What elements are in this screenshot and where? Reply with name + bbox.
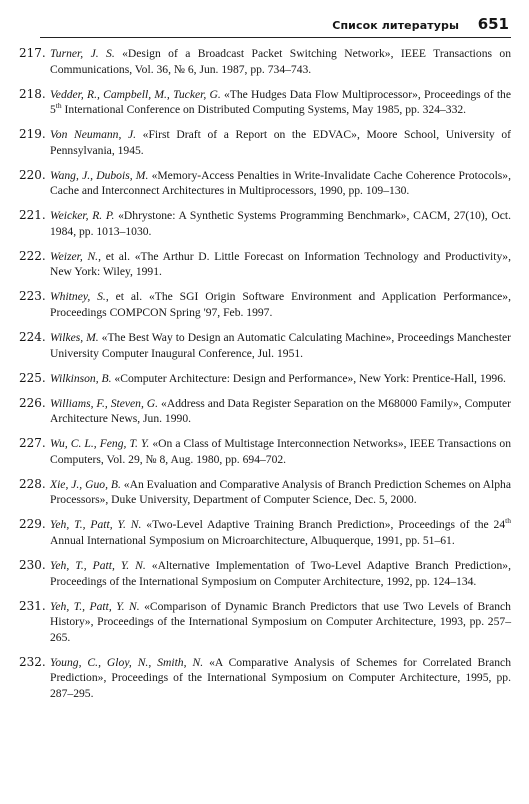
reference-number: 223.: [19, 289, 46, 304]
reference-authors: Xie, J., Guo, B.: [50, 477, 121, 491]
reference-text: [50, 289, 511, 320]
reference-authors: Wilkes, M.: [50, 331, 99, 345]
reference-item: [0, 517, 529, 548]
reference-item: [0, 46, 529, 77]
reference-details: «A Comparative Analysis of Schemes for Correlated Branch Prediction», Proceedings of the International Symposium on Computer Architecture, 1995, pp. 287–295.: [50, 655, 511, 700]
reference-text: [50, 517, 511, 548]
reference-item: [0, 436, 529, 467]
reference-text: [50, 655, 511, 702]
reference-item: [0, 87, 529, 118]
reference-item: [0, 396, 529, 427]
reference-number: 217.: [19, 46, 46, 60]
reference-number: 232.: [19, 654, 46, 669]
reference-details: «Design of a Broadcast Packet Switching Network», IEEE Transactions on Communications, Vol. 36, № 6, Jun. 1987, pp. 734–743.: [50, 47, 511, 76]
reference-number: 228.: [19, 476, 46, 491]
reference-authors: Williams, F., Steven, G.: [50, 396, 159, 410]
reference-details: «Dhrystone: A Synthetic Systems Programming Benchmark», CACM, 27(10), Oct. 1984, pp. 1013–1030.: [50, 209, 511, 238]
reference-details: «Address and Data Register Separation on the M68000 Family», Computer Architecture News, Jun. 1990.: [50, 396, 512, 426]
reference-authors: Weizer, N.: [50, 249, 99, 263]
reference-text: [50, 436, 511, 467]
reference-details: , et al. «The Arthur D. Little Forecast on Information Technology and Productivity», New York: Wiley, 1991.: [50, 249, 511, 279]
reference-text: [50, 330, 511, 361]
reference-details: «The Best Way to Design an Automatic Calculating Machine», Proceedings Manchester University Computer Inaugural Conference, Jul. 1951.: [50, 331, 511, 360]
reference-text: [50, 168, 511, 199]
reference-item: [0, 289, 529, 320]
reference-text: [50, 208, 511, 239]
reference-details: «Alternative Implementation of Two-Level Adaptive Branch Prediction», Proceedings of the International Symposium on Computer Architecture, 1992, pp. 124–134.: [50, 558, 511, 588]
reference-text: [50, 249, 511, 280]
reference-authors: Yeh, T., Patt, Y. N.: [50, 518, 142, 532]
reference-text: [50, 87, 511, 118]
reference-authors: Wang, J., Dubois, M.: [50, 168, 149, 182]
reference-authors: Turner, J. S.: [50, 47, 115, 60]
reference-details: «Two-Level Adaptive Training Branch Prediction», Proceedings of the 24th Annual International Symposium on Microarchitecture, Albuquerque, 1991, pp. 51–61.: [50, 516, 511, 547]
reference-authors: Vedder, R., Campbell, M., Tucker, G.: [50, 87, 221, 101]
reference-number: 219.: [19, 127, 46, 142]
reference-text: [50, 46, 511, 77]
reference-authors: Wilkinson, B.: [50, 371, 112, 385]
reference-authors: Wu, C. L., Feng, T. Y.: [50, 437, 150, 451]
reference-number: 230.: [19, 557, 46, 572]
reference-authors: Von Neumann, J.: [50, 128, 137, 142]
reference-number: 229.: [19, 517, 46, 532]
reference-number: 218.: [19, 86, 46, 101]
reference-item: [0, 477, 529, 508]
reference-item: [0, 558, 529, 589]
reference-details: , et al. «The SGI Origin Software Environment and Application Performance», Proceedings COMPCON Spring '97, Feb. 1997.: [50, 290, 511, 320]
reference-item: [0, 168, 529, 199]
reference-details: «On a Class of Multistage Interconnection Networks», IEEE Transactions on Computers, Vol. 29, № 8, Aug. 1980, pp. 694–702.: [50, 437, 511, 466]
reference-authors: Weicker, R. P.: [50, 209, 115, 223]
reference-item: [0, 208, 529, 239]
reference-details: «Comparison of Dynamic Branch Predictors that use Two Levels of Branch History», Proceedings of the International Symposium on Computer Architecture, 1993, pp. 257–265.: [50, 599, 511, 644]
reference-details: «An Evaluation and Comparative Analysis of Branch Prediction Schemes on Alpha Processors», Duke University, Department of Computer Science, Dec. 5, 2000.: [50, 477, 511, 507]
reference-authors: Yeh, T., Patt, Y. N.: [50, 558, 146, 572]
reference-text: [50, 477, 511, 508]
reference-item: [0, 599, 529, 646]
reference-authors: Young, C., Gloy, N., Smith, N.: [50, 655, 204, 669]
reference-details: «Memory-Access Penalties in Write-Invalidate Cache Coherence Protocols», Cache and Interconnect Architectures in Multiprocessors, 1990, pp. 109–130.: [50, 168, 511, 198]
reference-details: «Computer Architecture: Design and Performance», New York: Prentice-Hall, 1996.: [111, 371, 506, 385]
reference-authors: Whitney, S.: [50, 290, 106, 304]
reference-item: [0, 330, 529, 361]
reference-text: [50, 558, 511, 589]
reference-number: 224.: [19, 330, 46, 345]
reference-details: «The Hudges Data Flow Multiprocessor», Proceedings of the 5th International Conference on Distributed Computing Systems, May 1985, pp. 324–332.: [50, 87, 511, 117]
running-header: [40, 13, 511, 38]
reference-number: 222.: [19, 248, 46, 263]
reference-authors: Yeh, T., Patt, Y. N.: [50, 599, 140, 613]
reference-item: [0, 127, 529, 158]
reference-number: 226.: [19, 395, 46, 410]
reference-number: 220.: [19, 167, 46, 182]
reference-text: [50, 396, 511, 427]
section-title: Список литературы: [332, 19, 459, 32]
reference-number: 227.: [19, 436, 46, 451]
reference-item: [0, 249, 529, 280]
reference-item: [0, 655, 529, 702]
page-number: 651: [477, 15, 509, 33]
reference-number: 225.: [19, 370, 46, 385]
reference-item: [0, 371, 529, 387]
reference-details: «First Draft of a Report on the EDVAC», Moore School, University of Pennsylvania, 1945.: [50, 128, 511, 157]
reference-list: [0, 46, 529, 711]
reference-text: [50, 599, 511, 646]
reference-text: [50, 371, 511, 387]
reference-text: [50, 127, 511, 158]
reference-number: 221.: [19, 208, 46, 223]
reference-number: 231.: [19, 598, 46, 613]
